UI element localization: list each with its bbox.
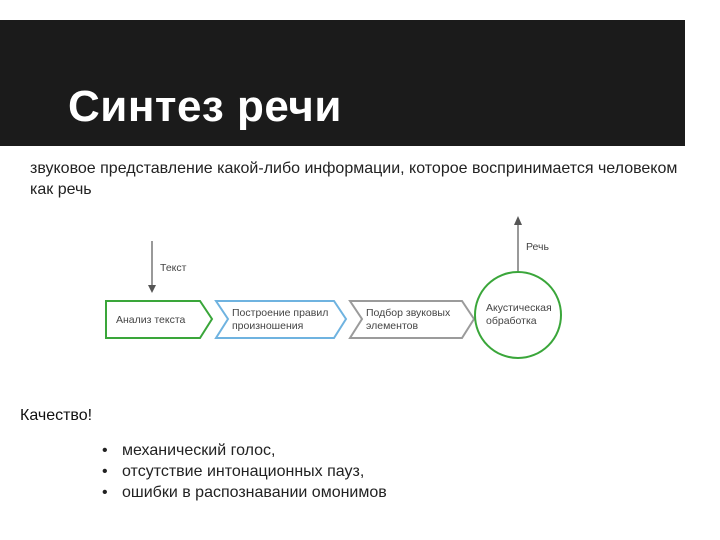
output-label: Речь	[526, 241, 549, 253]
bullet-text: ошибки в распознавании омонимов	[122, 484, 387, 501]
bullet-dot-icon: •	[102, 463, 108, 480]
definition-text: звуковое представление какой-либо информации, которое воспринимается человеком как речь	[30, 160, 678, 198]
step-1-label: Анализ текста	[116, 314, 186, 326]
step-2-label-line2: произношения	[232, 320, 304, 332]
step-2-label-line1: Построение правил	[232, 307, 329, 319]
bullet-item	[100, 461, 387, 482]
bullet-text: отсутствие интонационных пауз,	[122, 463, 365, 480]
input-arrow-head	[148, 285, 156, 293]
output-arrow-head	[514, 216, 522, 225]
step-4-label-line1: Акустическая	[486, 302, 552, 314]
diagram-svg	[90, 205, 610, 385]
bullet-dot-icon: •	[102, 484, 108, 501]
bullet-text: механический голос,	[122, 442, 276, 459]
bullet-dot-icon: •	[102, 442, 108, 459]
step-3-label-line1: Подбор звуковых	[366, 307, 451, 319]
quality-bullet-list	[100, 440, 387, 503]
step-3-label-line2: элементов	[366, 320, 419, 332]
bullet-item	[100, 440, 387, 461]
bullet-item	[100, 482, 387, 503]
speech-synthesis-diagram	[90, 205, 610, 385]
quality-heading: Качество!	[20, 407, 93, 424]
step-4-label-line2: обработка	[486, 315, 537, 327]
input-label: Текст	[160, 262, 187, 274]
slide-title: Синтез речи	[68, 82, 342, 131]
